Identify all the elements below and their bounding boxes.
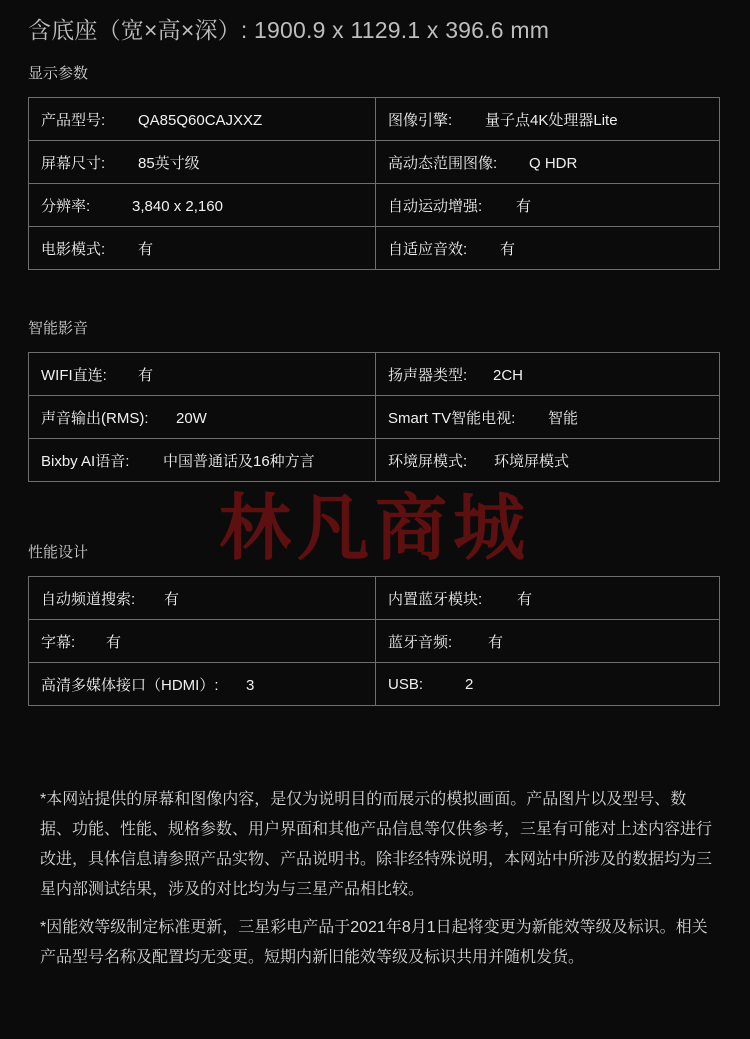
spec-value: 有 <box>516 197 532 215</box>
spec-cell <box>376 353 720 396</box>
section-title-performance: 性能设计 <box>28 544 89 561</box>
spec-value: 20W <box>176 409 207 427</box>
spec-cell <box>29 577 376 620</box>
spec-label: 蓝牙音频: <box>388 633 453 651</box>
spec-label: 字幕: <box>41 633 76 651</box>
spec-value: 智能 <box>548 409 579 427</box>
spec-label: 高动态范围图像: <box>388 154 498 172</box>
spec-label: 图像引擎: <box>388 111 453 129</box>
spec-cell <box>376 620 720 663</box>
spec-value: Q HDR <box>529 154 578 172</box>
spec-label: 电影模式: <box>41 240 106 258</box>
spec-label: WIFI直连: <box>41 366 107 384</box>
spec-value: 2 <box>465 675 474 693</box>
energy-label-note: *因能效等级制定标准更新，三星彩电产品于2021年8月1日起将变更为新能效等级及标识。相关产品型号名称及配置均无变更。短期内新旧能效等级及标识共用并随机发货。 <box>40 919 708 966</box>
spec-value: 3,840 x 2,160 <box>132 197 223 215</box>
spec-cell <box>376 577 720 620</box>
watermark-logo: 林凡商城 <box>218 485 531 570</box>
spec-table-performance <box>28 576 720 706</box>
spec-cell <box>29 353 376 396</box>
spec-cell <box>29 141 376 184</box>
spec-label: 扬声器类型: <box>388 366 468 384</box>
spec-table-display <box>28 97 720 270</box>
spec-label: USB: <box>388 675 424 693</box>
spec-label: 环境屏模式: <box>388 452 468 470</box>
spec-cell <box>376 396 720 439</box>
table-row <box>29 396 720 439</box>
table-row <box>29 184 720 227</box>
spec-value: 有 <box>106 633 122 651</box>
spec-label: 声音输出(RMS): <box>41 409 149 427</box>
table-row <box>29 663 720 706</box>
spec-cell <box>29 663 376 706</box>
spec-value: 量子点4K处理器Lite <box>485 111 618 129</box>
spec-value: 有 <box>138 366 154 384</box>
spec-value: 环境屏模式 <box>494 452 570 470</box>
spec-cell <box>376 227 720 270</box>
spec-value: 3 <box>246 676 255 694</box>
table-row <box>29 620 720 663</box>
spec-label: 高清多媒体接口（HDMI）: <box>41 676 219 694</box>
product-dimensions: 含底座（宽×高×深）: 1900.9 x 1129.1 x 396.6 mm <box>28 17 550 43</box>
spec-label: 自动运动增强: <box>388 197 483 215</box>
spec-cell <box>29 98 376 141</box>
table-row <box>29 577 720 620</box>
spec-value: 有 <box>500 240 516 258</box>
spec-label: 内置蓝牙模块: <box>388 590 483 608</box>
spec-label: Smart TV智能电视: <box>388 409 516 427</box>
spec-value: 85英寸级 <box>138 154 200 172</box>
spec-value: 有 <box>138 240 154 258</box>
spec-cell <box>376 98 720 141</box>
table-row <box>29 141 720 184</box>
table-row <box>29 353 720 396</box>
spec-cell <box>376 184 720 227</box>
spec-value: 有 <box>164 590 180 608</box>
spec-label: Bixby AI语音: <box>41 452 130 470</box>
spec-label: 屏幕尺寸: <box>41 154 106 172</box>
spec-label: 自适应音效: <box>388 240 468 258</box>
table-row <box>29 98 720 141</box>
spec-label: 分辨率: <box>41 197 91 215</box>
disclaimer-note: *本网站提供的屏幕和图像内容，是仅为说明目的而展示的模拟画面。产品图片以及型号、数据、功能、性能、规格参数、用户界面和其他产品信息等仅供参考，三星有可能对上述内容进行改进，具体信息请参照产品实物、产品说明书。除非经特殊说明，本网站中所涉及的数据均为三星内部测试结果，涉及的对比均为与三星产品相比较。 <box>40 791 713 898</box>
spec-value: 有 <box>517 590 533 608</box>
spec-cell <box>376 663 720 706</box>
table-row <box>29 227 720 270</box>
spec-table-smart-av <box>28 352 720 482</box>
spec-cell <box>376 141 720 184</box>
spec-cell <box>29 227 376 270</box>
spec-value: 2CH <box>493 366 524 384</box>
spec-cell <box>29 184 376 227</box>
section-title-smart-av: 智能影音 <box>28 320 89 337</box>
spec-cell <box>29 620 376 663</box>
spec-label: 自动频道搜索: <box>41 590 136 608</box>
spec-value: QA85Q60CAJXXZ <box>138 111 263 129</box>
spec-value: 中国普通话及16种方言 <box>163 452 315 470</box>
section-title-display: 显示参数 <box>28 65 89 82</box>
spec-label: 产品型号: <box>41 111 106 129</box>
spec-value: 有 <box>488 633 504 651</box>
spec-cell <box>29 396 376 439</box>
